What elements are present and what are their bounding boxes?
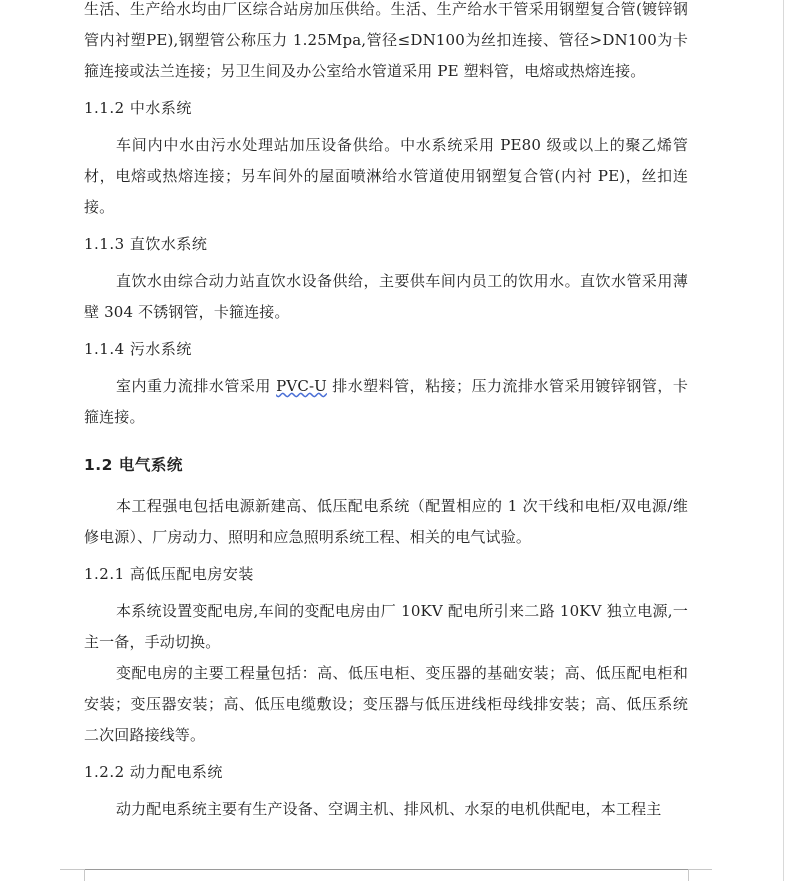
margin-marker-right — [688, 869, 712, 870]
heading-1-2-2: 1.2.2 动力配电系统 — [84, 763, 223, 781]
paragraph-electrical: 本工程强电包括电源新建高、低压配电系统（配置相应的 1 次干线和电柜/双电源/维修电源）、厂房动力、照明和应急照明系统工程、相关的电气试验。 — [84, 497, 688, 546]
paragraph-sewage — [84, 371, 688, 433]
sewage-text-part-2: 排水塑料管，粘接；压力流排水管采用镀锌钢管，卡箍连接。 — [84, 377, 689, 426]
paragraph-water-supply: 生活、生产给水均由厂区综合站房加压供给。生活、生产给水干管采用钢塑复合管(镀锌钢管内衬塑PE),钢塑管公称压力 1.25Mpa,管径≤DN100为丝扣连接、管径>DN100为卡箍连接或法兰连接；另卫生间及办公室给水管道采用 PE 塑料管，电熔或热熔连接。 — [84, 0, 688, 80]
margin-corner-right — [688, 869, 689, 881]
document-body — [84, 0, 688, 825]
page-bottom-margin-line — [84, 869, 688, 870]
heading-1-1-2: 1.1.2 中水系统 — [84, 99, 192, 117]
paragraph-substation: 本系统设置变配电房,车间的变配电房由厂 10KV 配电所引来二路 10KV 独立电源,一主一备，手动切换。 — [84, 602, 688, 651]
paragraph-power-distribution: 动力配电系统主要有生产设备、空调主机、排风机、水泵的电机供配电，本工程主 — [116, 800, 662, 818]
heading-1-2: 1.2 电气系统 — [84, 456, 183, 474]
paragraph-reclaimed-water: 车间内中水由污水处理站加压设备供给。中水系统采用 PE80 级或以上的聚乙烯管材，电熔或热熔连接；另车间外的屋面喷淋给水管道使用钢塑复合管(内衬 PE)，丝扣连接。 — [84, 136, 688, 216]
margin-marker-left — [60, 869, 84, 870]
sewage-text-part-1: 室内重力流排水管采用 — [116, 377, 277, 395]
heading-1-1-4: 1.1.4 污水系统 — [84, 340, 192, 358]
spellcheck-underlined-term: PVC-U — [276, 377, 327, 395]
page-edge — [783, 0, 784, 881]
heading-1-1-3: 1.1.3 直饮水系统 — [84, 235, 208, 253]
paragraph-drinking-water: 直饮水由综合动力站直饮水设备供给，主要供车间内员工的饮用水。直饮水管采用薄壁 304 不锈钢管，卡箍连接。 — [84, 272, 688, 321]
margin-corner-left — [84, 869, 85, 881]
paragraph-substation-works: 变配电房的主要工程量包括：高、低压电柜、变压器的基础安装；高、低压配电柜和安装；变压器安装；高、低压电缆敷设；变压器与低压进线柜母线排安装；高、低压系统二次回路接线等。 — [84, 664, 688, 744]
heading-1-2-1: 1.2.1 高低压配电房安装 — [84, 565, 254, 583]
